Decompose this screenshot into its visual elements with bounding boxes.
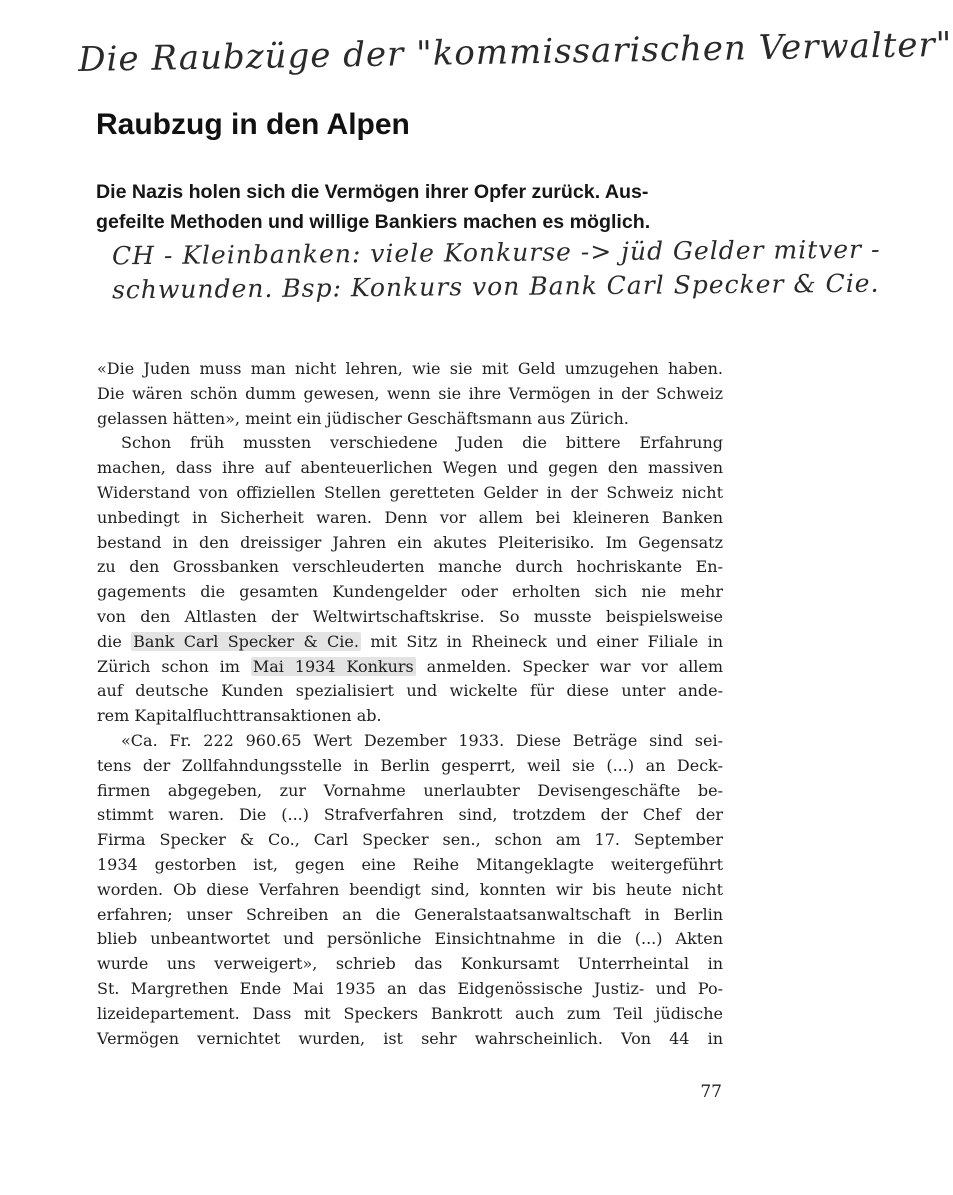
text-line: 1934 gestorben ist, gegen eine Reihe Mitangeklagte weitergeführt [97, 854, 723, 874]
text-line: Widerstand von offiziellen Stellen geretteten Gelder in der Schweiz nicht [97, 482, 723, 502]
text-line [97, 630, 723, 655]
handwritten-margin-note-line: CH - Kleinbanken: viele Konkurse -> jüd Gelder mitver - [111, 234, 881, 271]
text-line: unbedingt in Sicherheit waren. Denn vor allem bei kleineren Banken [97, 507, 723, 527]
handwritten-margin-note-line: schwunden. Bsp: Konkurs von Bank Carl Specker & Cie. [111, 268, 880, 305]
text-line: tens der Zollfahndungsstelle in Berlin gesperrt, weil sie (...) an Deck- [97, 755, 723, 775]
text-line [97, 655, 723, 680]
text-line: erfahren; unser Schreiben an die Generalstaatsanwaltschaft in Berlin [97, 904, 723, 924]
text-line: wurde uns verweigert», schrieb das Konkursamt Unterrheintal in [97, 954, 723, 974]
page-title: Raubzug in den Alpen [96, 108, 410, 141]
text-line: machen, dass ihre auf abenteuerlichen Wegen und gegen den massiven [97, 458, 723, 478]
text-line: worden. Ob diese Verfahren beendigt sind, konnten wir bis heute nicht [97, 879, 723, 899]
text-line: gelassen hätten», meint ein jüdischer Geschäftsmann aus Zürich. [97, 408, 629, 428]
text-line: zu den Grossbanken verschleuderten manche durch hochriskante En- [97, 557, 723, 577]
text-line: Schon früh mussten verschiedene Juden die bittere Erfahrung [121, 433, 723, 453]
article-subtitle [96, 177, 736, 237]
page-number: 77 [700, 1082, 722, 1102]
highlighted-bank-name: Bank Carl Specker & Cie. [133, 631, 359, 651]
handwritten-heading-note: Die Raubzüge der "kommissarischen Verwalter" [78, 24, 953, 80]
text-line: firmen abgegeben, zur Vornahme unerlaubter Devisengeschäfte be- [97, 780, 723, 800]
article-body [97, 357, 723, 1051]
text-line: Vermögen vernichtet wurden, ist sehr wahrscheinlich. Von 44 in [97, 1028, 723, 1048]
text-line: bestand in den dreissiger Jahren ein akutes Pleiterisiko. Im Gegensatz [97, 532, 723, 552]
text-line: «Die Juden muss man nicht lehren, wie sie mit Geld umzugehen haben. [97, 359, 723, 378]
text-line: stimmt waren. Die (...) Strafverfahren sind, trotzdem der Chef der [97, 805, 723, 825]
text-fragment: Zürich schon im [97, 656, 240, 676]
text-fragment: anmelden. Specker war vor allem [426, 656, 723, 676]
text-line: Firma Specker & Co., Carl Specker sen., schon am 17. September [97, 830, 723, 850]
text-line: lizeidepartement. Dass mit Speckers Bankrott auch zum Teil jüdische [97, 1003, 723, 1023]
text-line: rem Kapitalfluchttransaktionen ab. [97, 706, 382, 726]
text-line: von den Altlasten der Weltwirtschaftskrise. So musste beispielsweise [97, 606, 723, 626]
subtitle-line: gefeilte Methoden und willige Bankiers machen es möglich. [96, 211, 651, 233]
text-fragment: mit Sitz in Rheineck und einer Filiale in [370, 631, 724, 651]
text-line: gagements die gesamten Kundengelder oder erholten sich nie mehr [97, 582, 723, 602]
text-line: «Ca. Fr. 222 960.65 Wert Dezember 1933. Diese Beträge sind sei- [121, 730, 723, 750]
text-line: auf deutsche Kunden spezialisiert und wickelte für diese unter ande- [97, 681, 723, 701]
text-fragment: die [97, 631, 122, 651]
text-line: St. Margrethen Ende Mai 1935 an das Eidgenössische Justiz- und Po- [97, 978, 723, 998]
text-line: Die wären schön dumm gewesen, wenn sie ihre Vermögen in der Schweiz [97, 383, 723, 403]
text-line: blieb unbeantwortet und persönliche Einsichtnahme in die (...) Akten [97, 929, 723, 949]
subtitle-line: Die Nazis holen sich die Vermögen ihrer Opfer zurück. Aus- [96, 181, 649, 203]
highlighted-bankruptcy-date: Mai 1934 Konkurs [252, 656, 414, 676]
